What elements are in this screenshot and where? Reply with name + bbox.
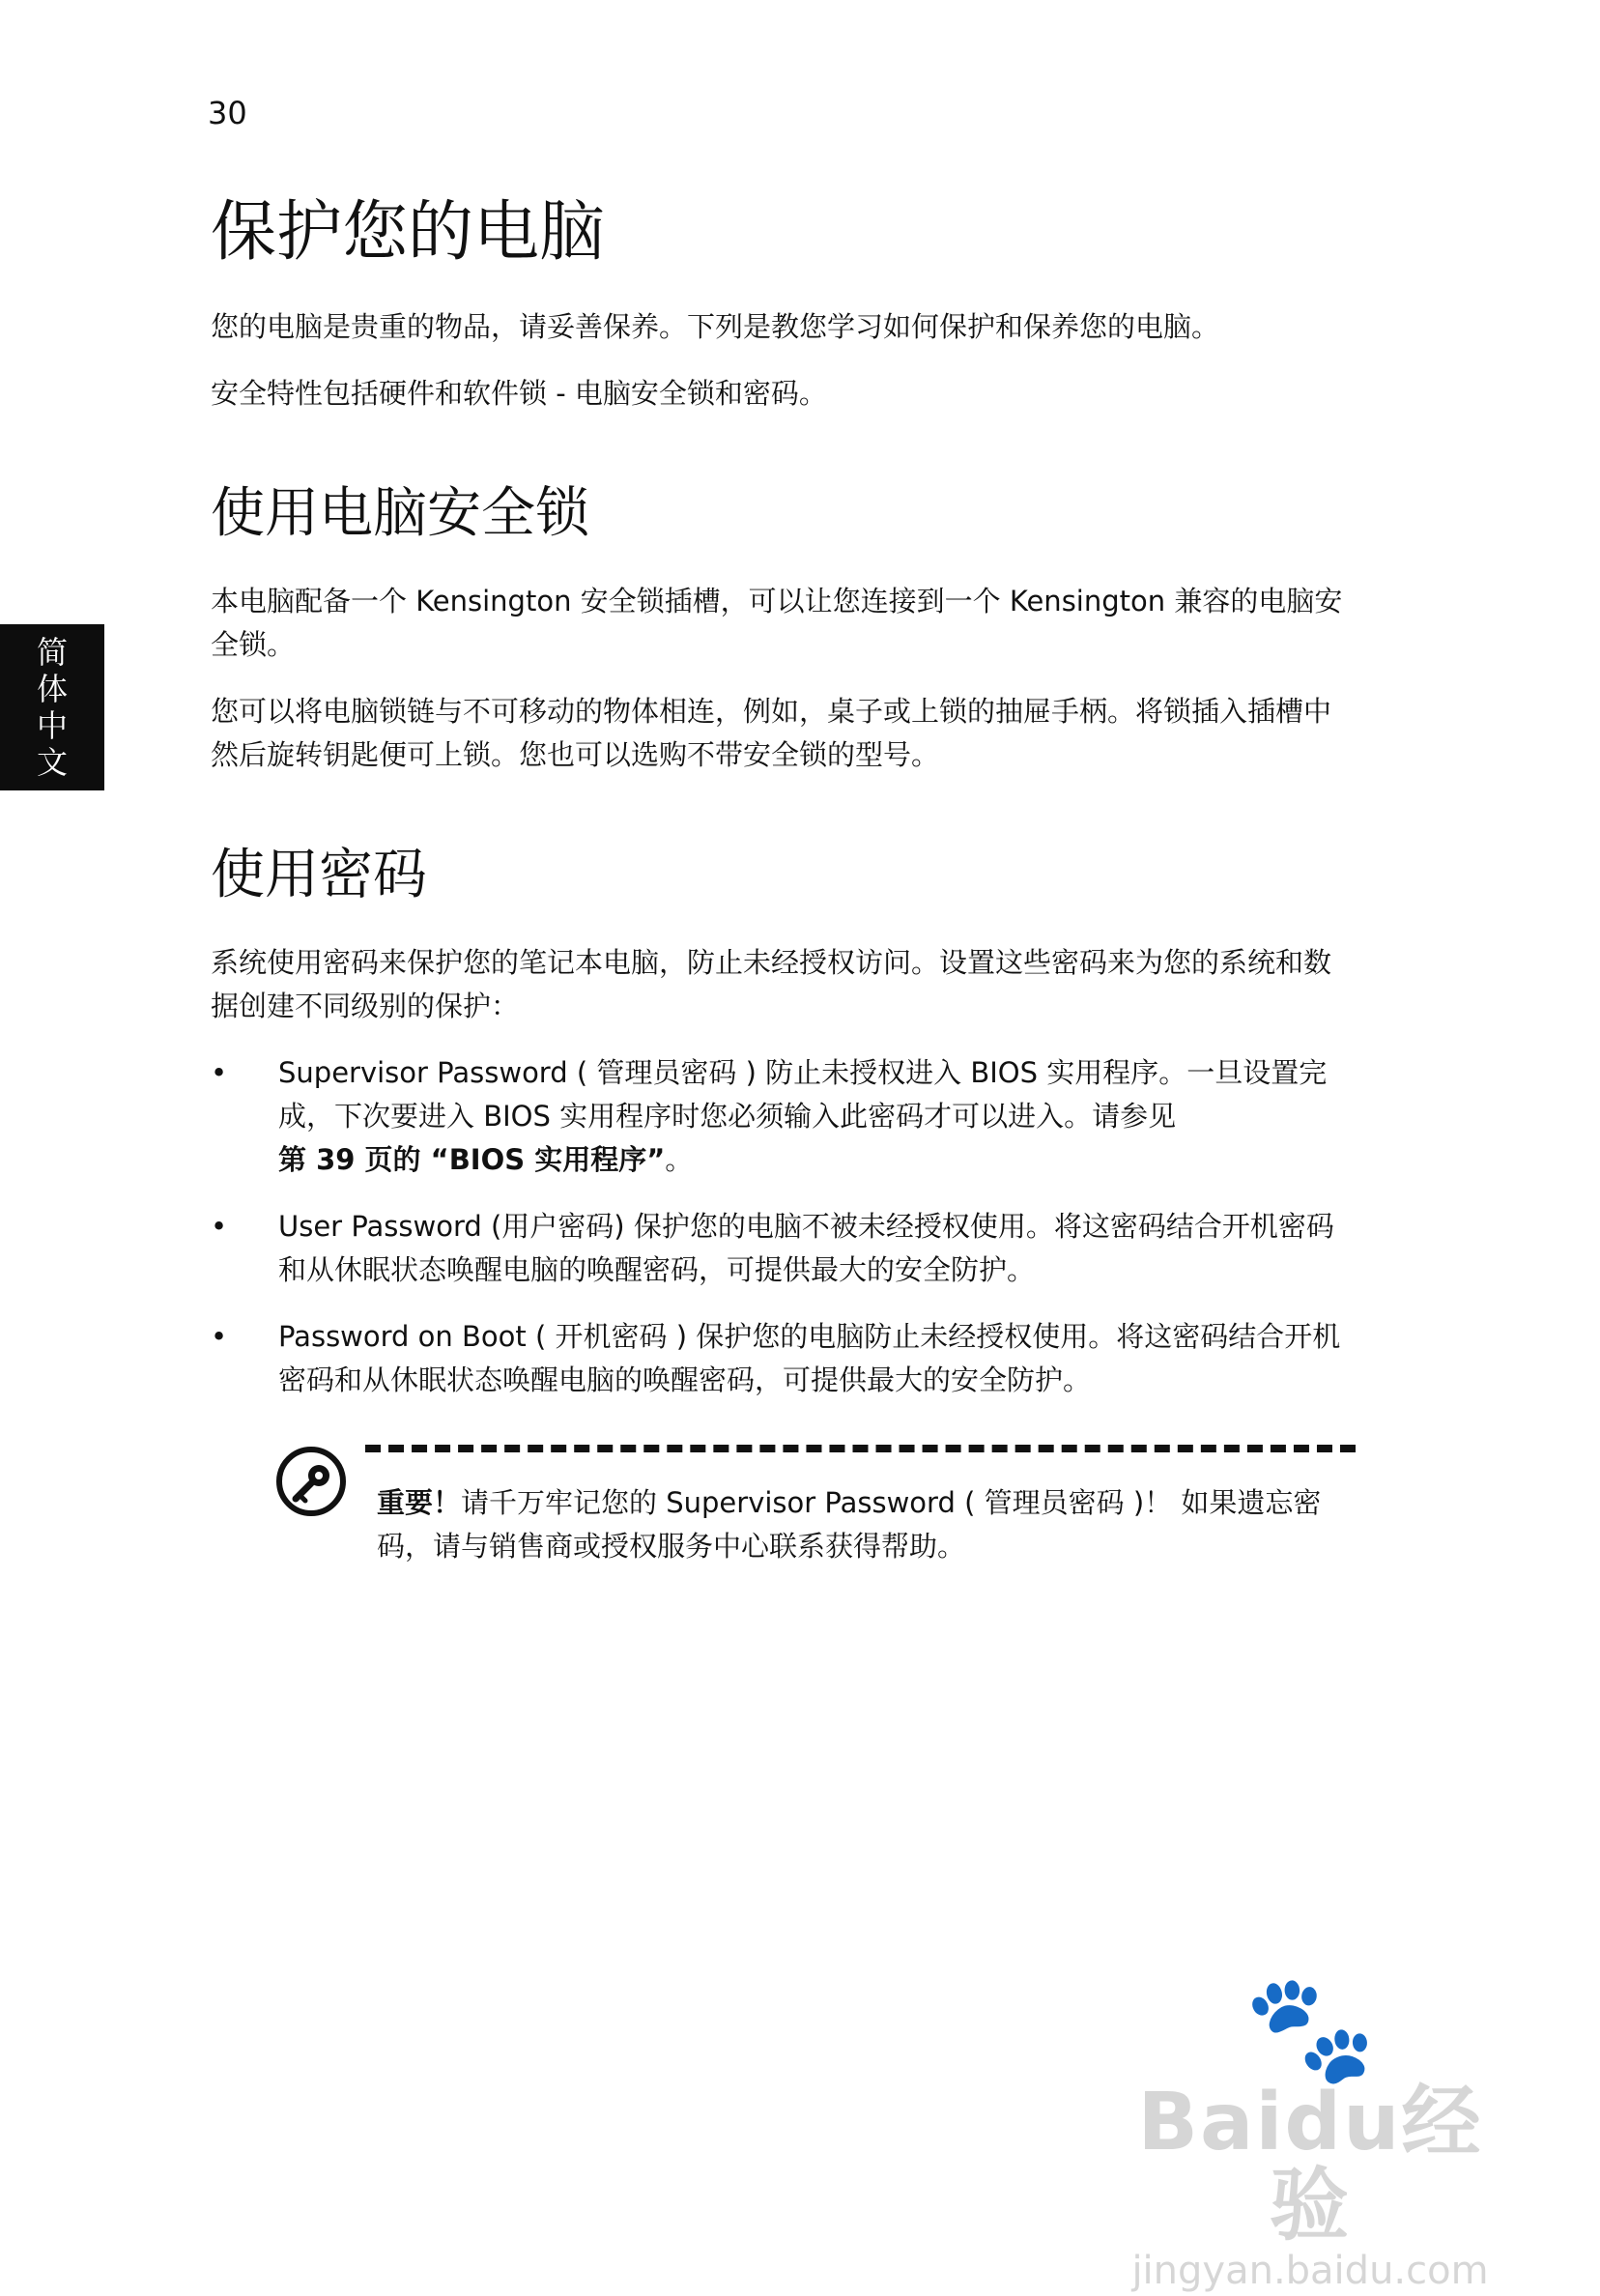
note-text [377, 1481, 1356, 1568]
password-intro-paragraph: 系统使用密码来保护您的笔记本电脑，防止未经授权访问。设置这些密码来为您的系统和数据创建不同级别的保护： [211, 946, 1332, 1022]
watermark-brand: Baidu经验 [1137, 2077, 1483, 2252]
section-heading-password: 使用密码 [211, 844, 427, 906]
watermark [1117, 1966, 1503, 2293]
bullet-glyph: • [211, 1210, 228, 1243]
list-item-password-on-boot [211, 1315, 1356, 1402]
list-item-text: User Password (用户密码) 保护您的电脑不被未经授权使用。将这密码结合开机密码和从休眠状态唤醒电脑的唤醒密码，可提供最大的安全防护。 [278, 1210, 1334, 1286]
list-item-text: Supervisor Password ( 管理员密码 ) 防止未授权进入 BIOS 实用程序。一旦设置完成，下次要进入 BIOS 实用程序时您必须输入此密码才可以进入。请参见 [278, 1056, 1328, 1133]
important-note [211, 1445, 1356, 1568]
note-body: 请千万牢记您的 Supervisor Password ( 管理员密码 )！ 如果遗忘密码，请与销售商或授权服务中心联系获得帮助。 [377, 1486, 1322, 1563]
note-label: 重要！ [377, 1486, 462, 1519]
bullet-glyph: • [211, 1320, 228, 1353]
lock-paragraph-1: 本电脑配备一个 Kensington 安全锁插槽，可以让您连接到一个 Kensington 兼容的电脑安全锁。 [211, 585, 1343, 661]
page-content [211, 189, 1356, 1568]
dashed-divider [365, 1445, 1356, 1452]
side-tab-char: 简 [36, 634, 68, 671]
intro-paragraph-1: 您的电脑是贵重的物品，请妥善保养。下列是教您学习如何保护和保养您的电脑。 [211, 310, 1220, 343]
password-list [211, 1051, 1356, 1402]
page-reference-link[interactable]: 第 39 页的 “BIOS 实用程序” [278, 1143, 666, 1176]
list-item-text: Password on Boot ( 开机密码 ) 保护您的电脑防止未经授权使用。将这密码结合开机密码和从休眠状态唤醒电脑的唤醒密码，可提供最大的安全防护。 [278, 1320, 1341, 1396]
list-item-supervisor-password [211, 1051, 1356, 1182]
section-heading-lock: 使用电脑安全锁 [211, 482, 589, 545]
side-tab-char: 体 [36, 671, 68, 707]
lock-paragraph-2: 您可以将电脑锁链与不可移动的物体相连，例如，桌子或上锁的抽屉手柄。将锁插入插槽中然后旋转钥匙便可上锁。您也可以选购不带安全锁的型号。 [211, 695, 1332, 771]
intro-paragraph-2: 安全特性包括硬件和软件锁 - 电脑安全锁和密码。 [211, 377, 827, 410]
paw-icon: 🐾 [1243, 1966, 1377, 2090]
bullet-glyph: • [211, 1056, 228, 1089]
page-title: 保护您的电脑 [211, 194, 606, 271]
side-tab-char: 中 [36, 707, 68, 744]
key-icon [274, 1445, 348, 1518]
list-item-user-password [211, 1205, 1356, 1292]
language-side-tab [0, 624, 104, 790]
watermark-url: jingyan.baidu.com [1131, 2249, 1489, 2293]
page-number: 30 [208, 95, 247, 131]
side-tab-char: 文 [36, 744, 68, 781]
list-item-tail: 。 [665, 1143, 694, 1176]
